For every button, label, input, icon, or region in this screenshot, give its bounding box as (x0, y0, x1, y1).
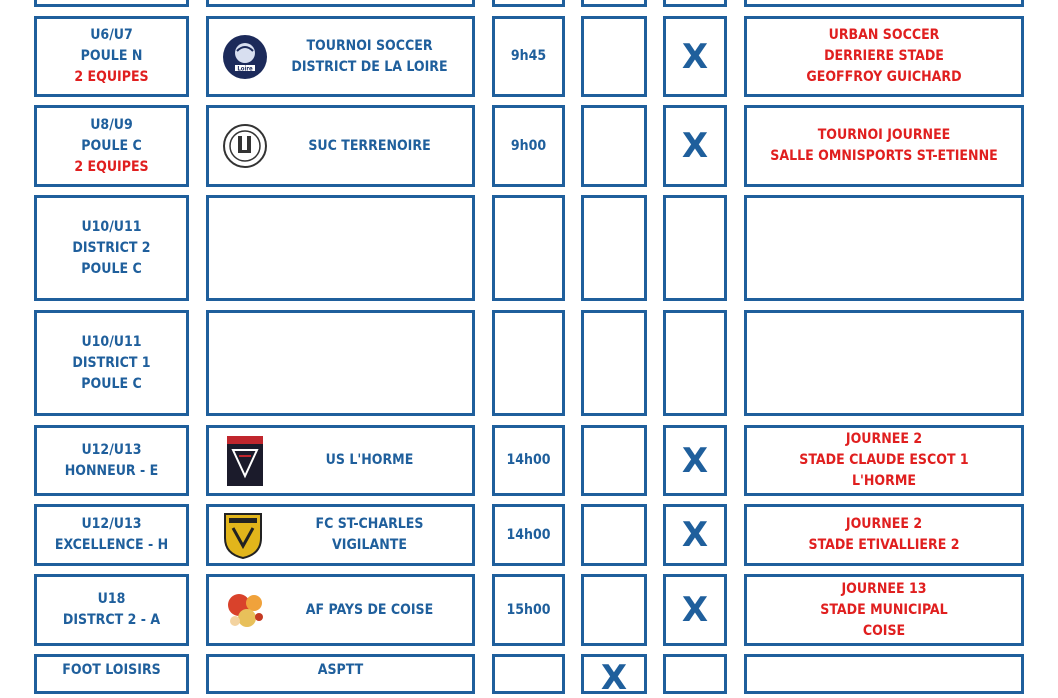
time-cell (492, 16, 565, 97)
schedule-row (0, 105, 1058, 187)
kickoff-time: 9h00 (510, 137, 547, 154)
category-cell (34, 195, 189, 301)
venue-cell (744, 425, 1024, 496)
opponent-cell (206, 0, 475, 7)
away-cell (663, 425, 727, 496)
category-cell (34, 105, 189, 187)
time-cell (492, 654, 565, 694)
suc-terrenoire-logo (221, 122, 269, 170)
away-mark: X (681, 440, 709, 481)
away-cell (663, 654, 727, 694)
home-cell (581, 310, 647, 416)
opponent-cell (206, 195, 475, 301)
svg-text:Loire: Loire (237, 65, 253, 72)
venue-cell (744, 504, 1024, 566)
venue-line: JOURNEE 13 (841, 580, 927, 597)
category-name: U12/U13 (81, 516, 142, 532)
opponent-name: AF PAYS DE COISE (305, 601, 434, 618)
schedule-row (0, 195, 1058, 301)
home-cell (581, 195, 647, 301)
category-cell (34, 16, 189, 97)
home-cell (581, 105, 647, 187)
venue-line: STADE ETIVALLIERE 2 (808, 537, 960, 553)
venue-cell (744, 16, 1024, 97)
category-cell (34, 310, 189, 416)
venue-cell (744, 574, 1024, 646)
opponent-name: FC ST-CHARLES (315, 516, 424, 532)
time-cell (492, 504, 565, 566)
opponent-cell (206, 425, 475, 496)
category-teams-count: 2 EQUIPES (74, 158, 149, 175)
category-name: U18 (97, 591, 126, 607)
home-mark: X (600, 658, 628, 698)
kickoff-time: 15h00 (506, 601, 551, 618)
category-level: DISTRICT 2 (72, 239, 151, 256)
category-cell (34, 654, 189, 694)
venue-cell (744, 105, 1024, 187)
category-level: DISTRICT 1 (72, 354, 151, 371)
schedule-row-partial-top (0, 0, 1058, 7)
category-name: U12/U13 (81, 441, 142, 458)
home-cell (581, 504, 647, 566)
fc-st-charles-logo (221, 510, 265, 560)
venue-line: URBAN SOCCER (828, 27, 940, 43)
category-name: U10/U11 (81, 333, 142, 350)
venue-line: SALLE OMNISPORTS ST-ETIENNE (770, 148, 998, 164)
away-mark: X (681, 515, 709, 555)
category-cell (34, 504, 189, 566)
home-cell (581, 0, 647, 7)
district-loire-logo (221, 33, 269, 81)
away-mark: X (681, 36, 709, 77)
opponent-name: DISTRICT DE LA LOIRE (291, 58, 448, 75)
venue-line: JOURNEE 2 (845, 431, 923, 447)
away-cell (663, 0, 727, 7)
home-cell (581, 654, 647, 698)
venue-line: TOURNOI JOURNEE (817, 127, 951, 143)
away-cell (663, 504, 727, 566)
opponent-name: US L'HORME (325, 452, 414, 468)
category-cell (34, 574, 189, 646)
af-pays-de-coise-logo (221, 585, 271, 635)
schedule-row (0, 16, 1058, 97)
venue-cell (744, 310, 1024, 416)
category-group: POULE C (81, 260, 142, 277)
venue-cell (744, 0, 1024, 7)
category-group: POULE C (81, 137, 142, 154)
category-group: HONNEUR - E (64, 462, 159, 479)
category-group: EXCELLENCE - H (54, 537, 169, 553)
time-cell (492, 105, 565, 187)
venue-line: STADE CLAUDE ESCOT 1 (799, 452, 969, 468)
opponent-cell (206, 504, 475, 566)
category-group: POULE C (81, 375, 142, 392)
schedule-row (0, 504, 1058, 566)
venue-cell (744, 195, 1024, 301)
away-cell (663, 574, 727, 646)
venue-line: DERRIERE STADE (824, 48, 944, 64)
venue-line: STADE MUNICIPAL (820, 601, 948, 618)
opponent-name: SUC TERRENOIRE (308, 137, 431, 154)
opponent-cell (206, 310, 475, 416)
home-cell (581, 16, 647, 97)
home-cell (581, 574, 647, 646)
away-cell (663, 195, 727, 301)
venue-line: JOURNEE 2 (845, 516, 923, 532)
category-group: POULE N (80, 48, 143, 64)
opponent-cell (206, 654, 475, 694)
category-group: DISTRCT 2 - A (62, 612, 161, 628)
category-name: U6/U7 (90, 27, 133, 43)
time-cell (492, 310, 565, 416)
venue-line: COISE (862, 622, 906, 639)
opponent-cell (206, 16, 475, 97)
away-mark: X (681, 590, 709, 630)
time-cell (492, 0, 565, 7)
category-teams-count: 2 EQUIPES (74, 69, 149, 85)
opponent-cell (206, 105, 475, 187)
away-cell (663, 16, 727, 97)
kickoff-time: 9h45 (510, 48, 547, 64)
venue-cell (744, 654, 1024, 694)
category-cell (34, 425, 189, 496)
opponent-cell (206, 574, 475, 646)
schedule-row (0, 310, 1058, 416)
opponent-name: TOURNOI SOCCER (306, 37, 433, 54)
us-lhorme-logo (225, 436, 265, 486)
category-name: U8/U9 (90, 116, 133, 133)
venue-line: GEOFFROY GUICHARD (806, 69, 962, 85)
time-cell (492, 574, 565, 646)
away-mark: X (681, 126, 709, 166)
venue-line: L'HORME (852, 473, 916, 489)
schedule-row-partial-bottom (0, 654, 1058, 698)
time-cell (492, 195, 565, 301)
time-cell (492, 425, 565, 496)
opponent-name: VIGILANTE (332, 537, 407, 553)
opponent-name: ASPTT (317, 662, 364, 678)
away-cell (663, 310, 727, 416)
kickoff-time: 14h00 (506, 526, 551, 543)
away-cell (663, 105, 727, 187)
kickoff-time: 14h00 (506, 452, 551, 468)
category-name: FOOT LOISIRS (62, 662, 161, 678)
category-name: U10/U11 (81, 218, 142, 235)
home-cell (581, 425, 647, 496)
schedule-row (0, 425, 1058, 496)
schedule-row (0, 574, 1058, 646)
category-cell (34, 0, 189, 7)
